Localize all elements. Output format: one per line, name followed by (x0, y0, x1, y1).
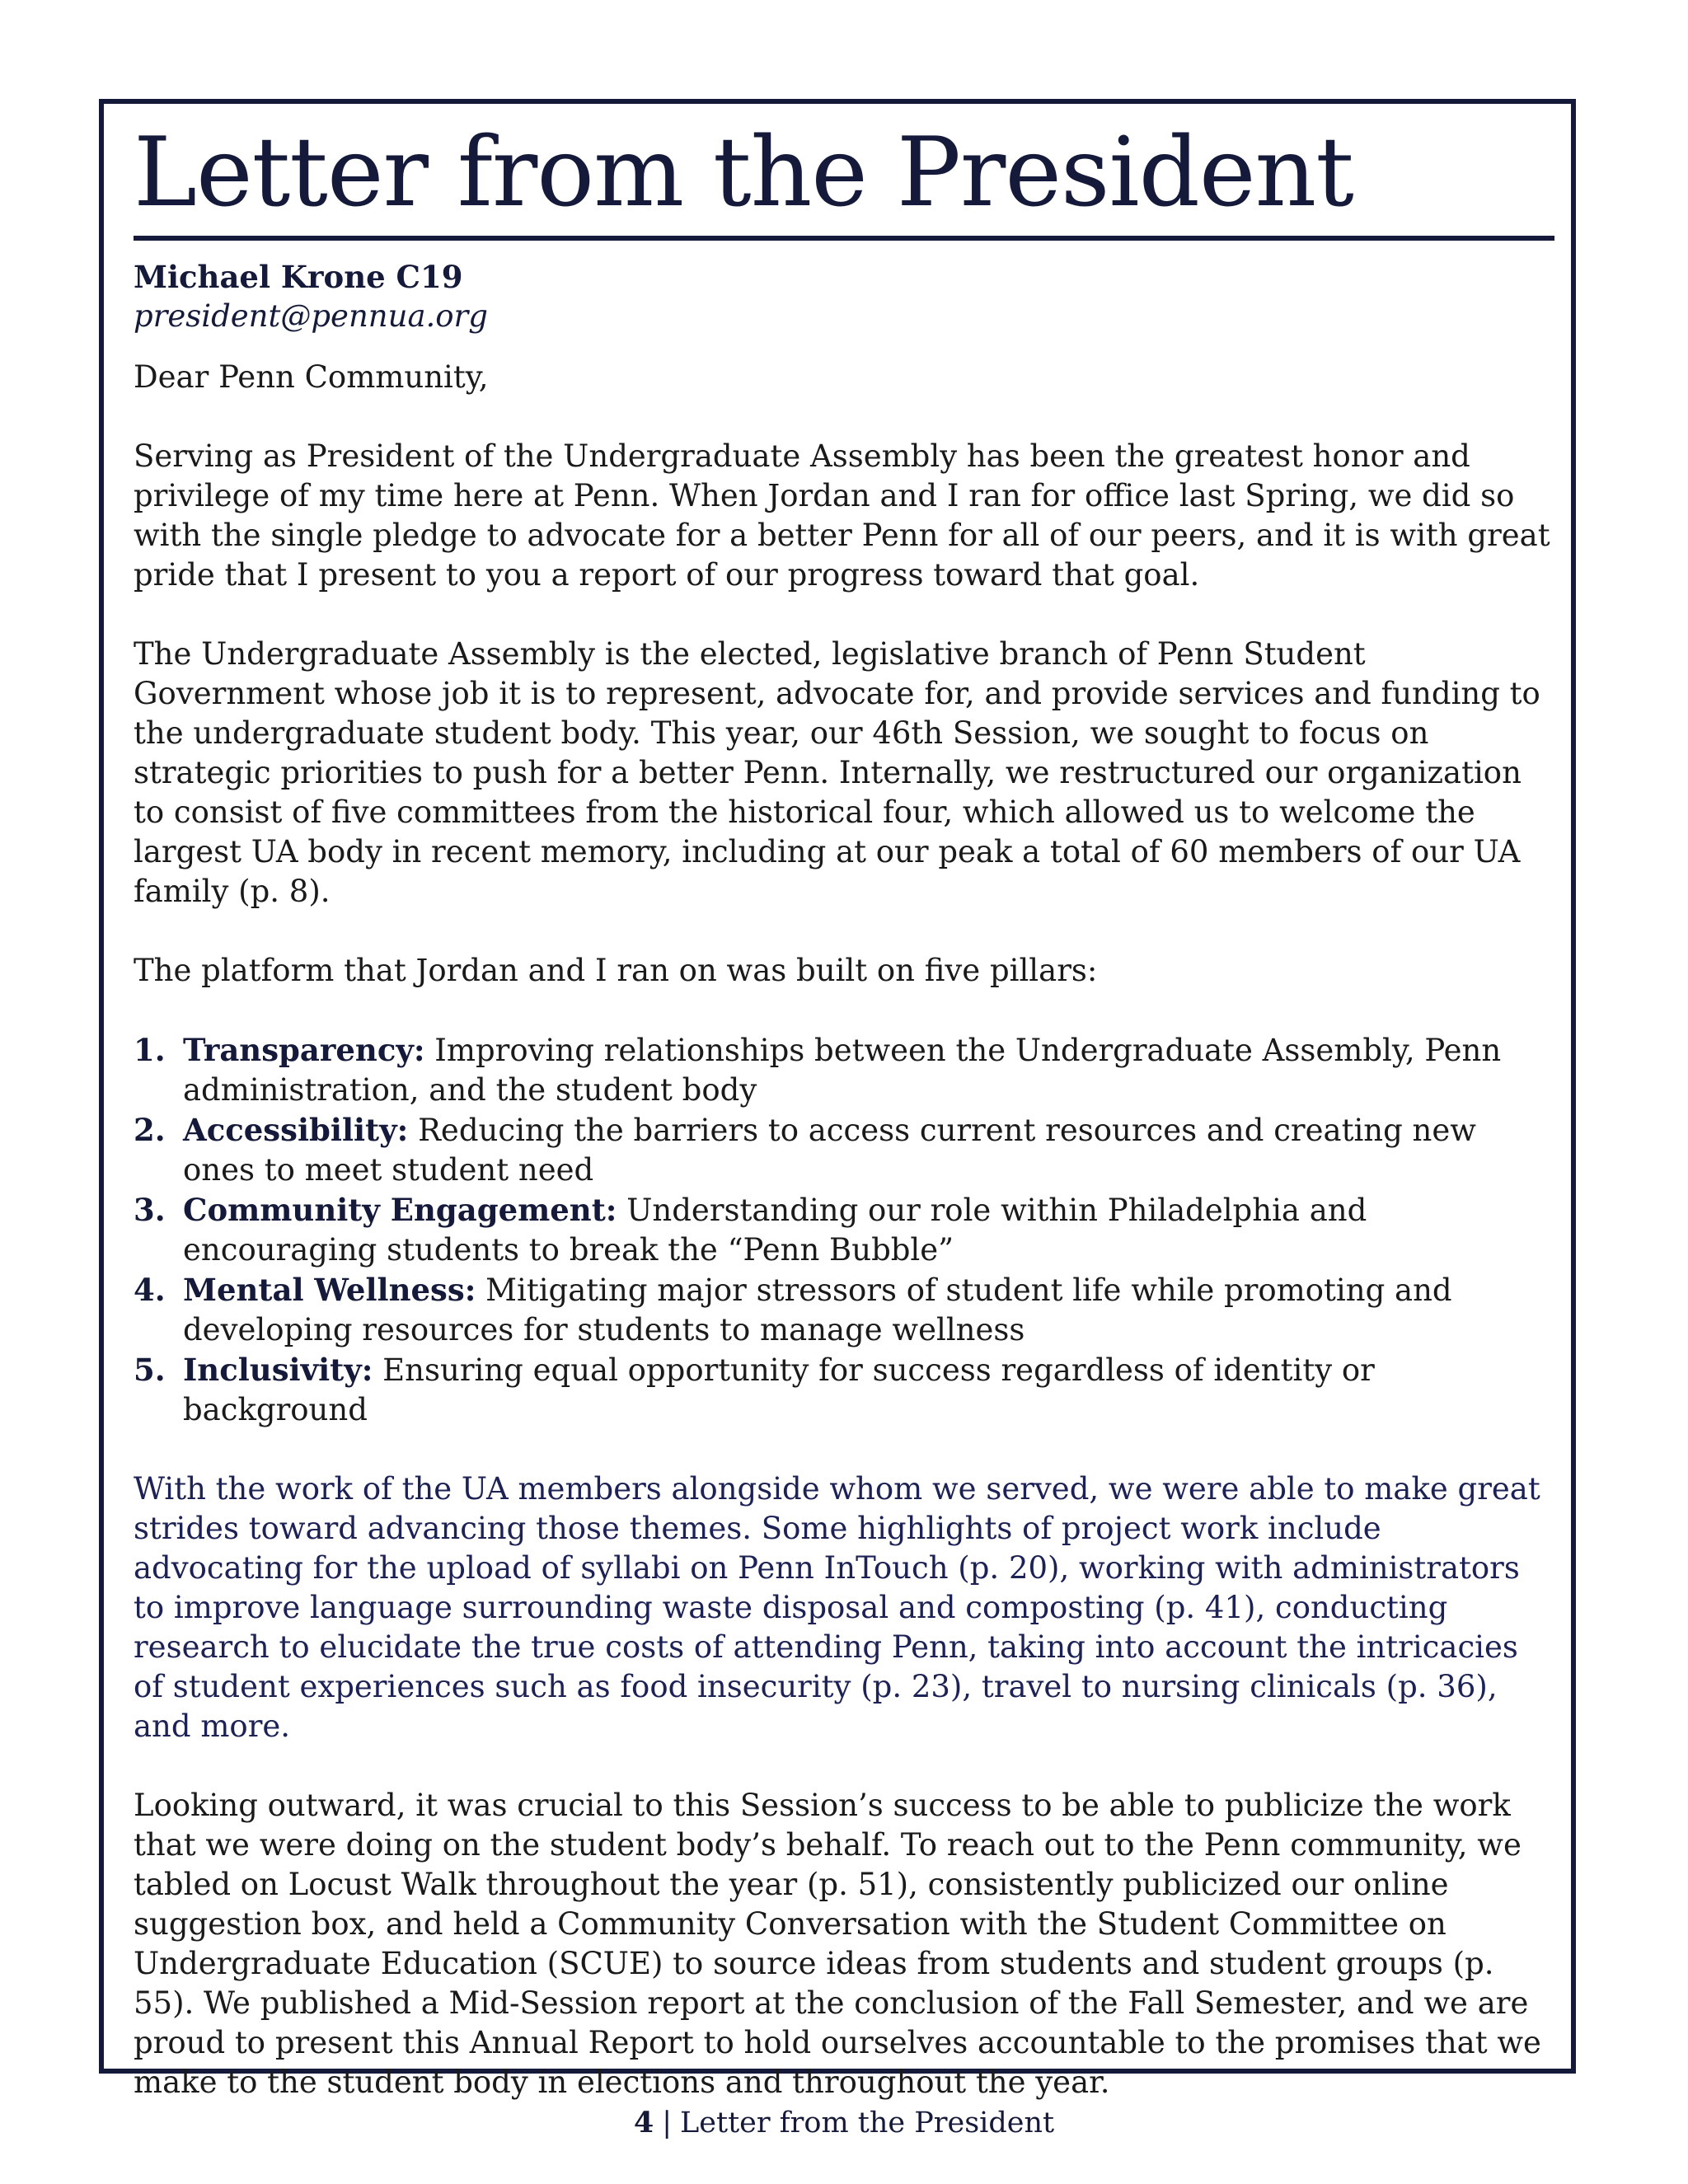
list-item-number: 2. (134, 1112, 166, 1148)
list-item-number: 4. (134, 1272, 166, 1308)
pillar-description: Reducing the barriers to access current resources and creating new ones to meet student need (183, 1113, 1476, 1188)
footer-separator: | (662, 2107, 673, 2139)
footer-section-title: Letter from the President (680, 2107, 1055, 2139)
list-item (134, 1030, 1554, 1110)
list-item-number: 3. (134, 1192, 166, 1228)
pillar-name: Accessibility: (183, 1112, 409, 1148)
page-number: 4 (633, 2106, 654, 2139)
salutation: Dear Penn Community, (134, 359, 489, 395)
list-item-number: 1. (134, 1032, 166, 1068)
pillar-description: Mitigating major stressors of student life while promoting and developing resources for students to manage wellness (183, 1272, 1452, 1347)
author-email: president@pennua.org (134, 298, 488, 334)
letter-content (134, 115, 1554, 2102)
page-footer (0, 2105, 1688, 2141)
paragraph-intro: Serving as President of the Undergraduate Assembly has been the greatest honor and privilege of my time here at Penn. When Jordan and I ran for office last Spring, we did so with the single pledge to advocate for a better Penn for all of our peers, and it is with great pride that I present to you a report of our progress toward that goal. (134, 438, 1550, 593)
title-divider (134, 236, 1554, 241)
paragraph-outreach: Looking outward, it was crucial to this Session’s success to be able to publicize the work that we were doing on the student body’s behalf. To reach out to the Penn community, we tabled on Locust Walk throughout the year (p. 51), consistently publicized our online suggestion box, and held a Community Conversation with the Student Committee on Undergraduate Education (SCUE) to source ideas from students and student groups (p. 55). We published a Mid-Session report at the conclusion of the Fall Semester, and we are proud to present this Annual Report to hold ourselves accountable to the promises that we make to the student body in elections and throughout the year. (134, 1788, 1541, 2100)
paragraph-about-ua: The Undergraduate Assembly is the elected, legislative branch of Penn Student Government whose job it is to represent, advocate for, and provide services and funding to the undergraduate student body. This year, our 46th Session, we sought to focus on strategic priorities to push for a better Penn. Internally, we restructured our organization to consist of five committees from the historical four, which allowed us to welcome the largest UA body in recent memory, including at our peak a total of 60 members of our UA family (p. 8). (134, 636, 1540, 909)
pillar-description: Improving relationships between the Undergraduate Assembly, Penn administration, and the student body (183, 1033, 1502, 1108)
list-item (134, 1190, 1554, 1270)
pillar-name: Transparency: (183, 1032, 425, 1068)
pillar-name: Mental Wellness: (183, 1272, 476, 1308)
list-item (134, 1110, 1554, 1190)
author-name: Michael Krone C19 (134, 259, 463, 295)
page-title: Letter from the President (134, 117, 1353, 228)
paragraph-highlights: With the work of the UA members alongside whom we served, we were able to make great strides toward advancing those themes. Some highlights of project work include advocating for the upload of syllabi on Penn InTouch (p. 20), working with administrators to improve language surrounding waste disposal and composting (p. 41), conducting research to elucidate the true costs of attending Penn, taking into account the intricacies of student experiences such as food insecurity (p. 23), travel to nursing clinicals (p. 36), and more. (134, 1471, 1540, 1744)
pillar-description: Understanding our role within Philadelphia and encouraging students to break the “Penn Bubble” (183, 1193, 1367, 1268)
list-item-number: 5. (134, 1352, 166, 1388)
list-item (134, 1350, 1554, 1430)
pillar-description: Ensuring equal opportunity for success regardless of identity or background (183, 1352, 1375, 1427)
pillar-name: Community Engagement: (183, 1192, 617, 1228)
pillars-list (134, 1030, 1554, 1430)
pillar-name: Inclusivity: (183, 1352, 373, 1388)
list-item (134, 1270, 1554, 1350)
paragraph-platform-intro: The platform that Jordan and I ran on was built on five pillars: (134, 953, 1098, 988)
